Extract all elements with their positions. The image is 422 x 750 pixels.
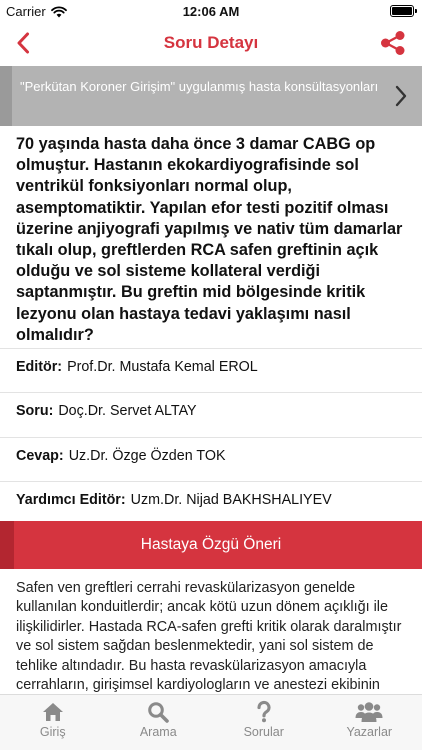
related-consultations-text: "Perkütan Koroner Girişim" uygulanmış hasta konsültasyonları bbox=[20, 79, 379, 94]
battery-icon bbox=[390, 5, 414, 17]
tab-label: Arama bbox=[139, 725, 177, 739]
share-button[interactable] bbox=[378, 28, 408, 58]
chevron-left-icon bbox=[16, 32, 30, 54]
tab-home[interactable] bbox=[0, 695, 106, 750]
recommendation-title: Hastaya Özgü Öneri bbox=[140, 536, 282, 553]
patient-recommendation-banner[interactable] bbox=[0, 521, 422, 569]
home-icon bbox=[41, 701, 65, 723]
credit-value: Prof.Dr. Mustafa Kemal EROL bbox=[67, 359, 258, 375]
chevron-right-icon bbox=[394, 84, 408, 108]
tab-bar bbox=[0, 694, 422, 750]
answer-text: Safen ven greftleri cerrahi revaskülarizasyon genelde kullanılan konduitlerdir; ancak kötü uzun dönem açıklığı ile ilişkilidirler. Hastada RCA-safen grefti kritik olarak daralmıştır ve sol sistem sağdan beslenmektedir, yani sol sistem de tehlike altındadır. Bu hasta revaskülarizasyon amacıyla cerrahların, girişimsel kardiyologların ve anestezi ekibinin bbox=[16, 580, 402, 694]
credit-label: Soru: bbox=[16, 403, 54, 419]
related-consultations-banner[interactable] bbox=[0, 66, 422, 126]
tab-label: Sorular bbox=[243, 725, 284, 739]
credit-value: Uzm.Dr. Nijad BAKHSHALIYEV bbox=[130, 492, 332, 508]
banner-accent bbox=[0, 521, 14, 569]
search-icon bbox=[146, 701, 170, 723]
credit-row-assistant-editor bbox=[0, 481, 422, 518]
tab-search[interactable] bbox=[106, 695, 212, 750]
credit-row-editor bbox=[0, 348, 422, 385]
banner-accent bbox=[0, 66, 12, 126]
credit-label: Editör: bbox=[16, 359, 63, 375]
question-text: 70 yaşında hasta daha önce 3 damar CABG op olmuştur. Hastanın ekokardiyografisinde sol ventrikül fonksiyonları normal olup, asemptomatiktir. Yapılan efor testi pozitif olması üzerine anjiyografi yapılmış ve nativ tüm damarlar tıkalı olup, greftlerden RCA safen greftinin açık olduğu ve sol sisteme kollateral verdiği saptanmıştır. Bu greftin mid bölgesinde kritik lezyonu olan hastaya tedavi yaklaşımı nasıl olmalıdır? bbox=[16, 135, 403, 344]
status-right bbox=[390, 5, 414, 17]
tab-authors[interactable] bbox=[317, 695, 422, 750]
carrier-label: Carrier bbox=[6, 4, 46, 19]
nav-bar bbox=[0, 22, 422, 64]
tab-label: Yazarlar bbox=[346, 725, 393, 739]
question-icon bbox=[252, 701, 276, 723]
page-title: Soru Detayı bbox=[163, 33, 259, 52]
tab-questions[interactable] bbox=[211, 695, 317, 750]
credit-row-question bbox=[0, 392, 422, 429]
share-icon bbox=[379, 29, 407, 57]
back-button[interactable] bbox=[10, 30, 36, 56]
users-icon bbox=[357, 701, 381, 723]
status-time: 12:06 AM bbox=[182, 4, 240, 19]
credit-label: Yardımcı Editör: bbox=[16, 492, 126, 508]
credit-value: Doç.Dr. Servet ALTAY bbox=[58, 403, 197, 419]
status-bar bbox=[0, 0, 422, 22]
credit-label: Cevap: bbox=[16, 448, 64, 464]
credit-row-answer bbox=[0, 437, 422, 474]
credit-value: Uz.Dr. Özge Özden TOK bbox=[68, 448, 226, 464]
tab-label: Giriş bbox=[39, 725, 66, 739]
